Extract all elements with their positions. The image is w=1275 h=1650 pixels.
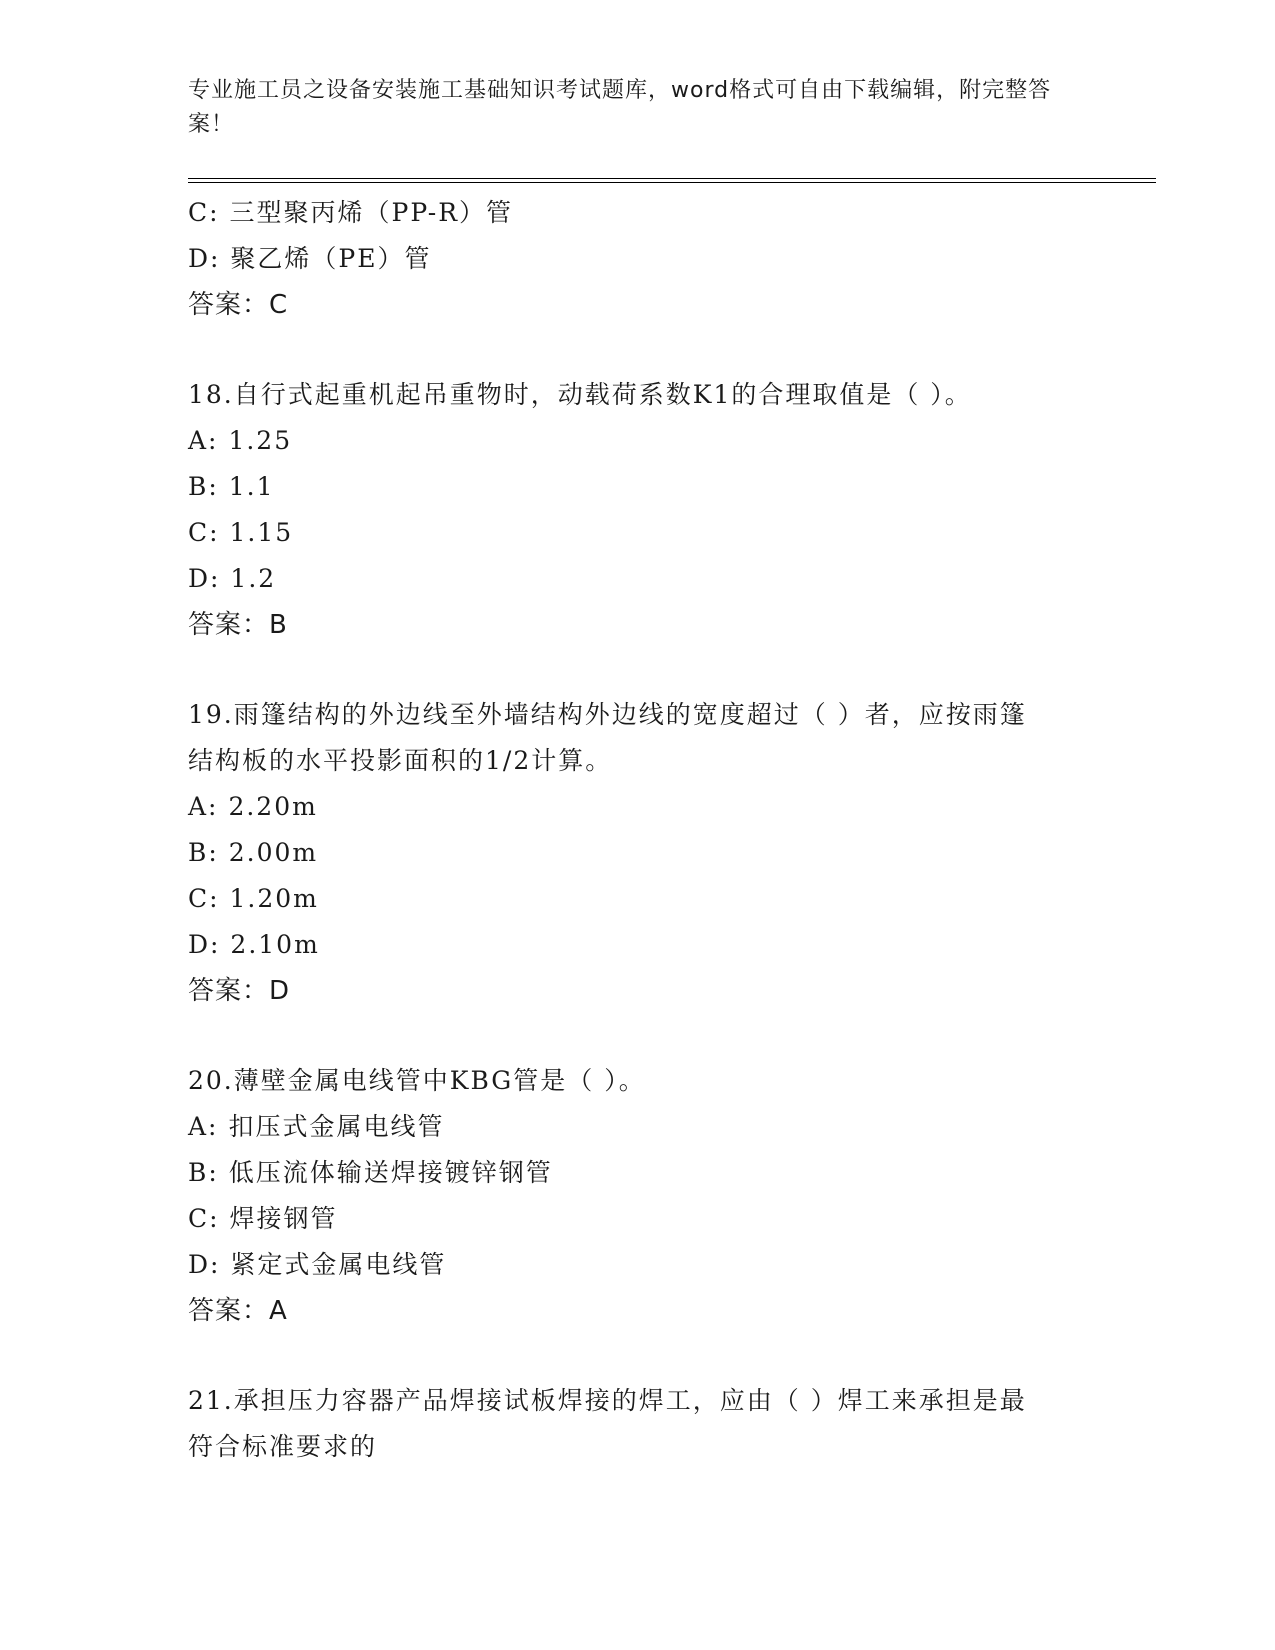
option-c: C: 三型聚丙烯（PP-R）管 (188, 198, 514, 227)
option-b: B: 低压流体输送焊接镀锌钢管 (188, 1158, 553, 1187)
option-a: A: 2.20m (188, 792, 318, 821)
option-c: C: 1.20m (188, 884, 319, 913)
option-d: D: 2.10m (188, 930, 320, 959)
answer-line: 答案：D (188, 976, 291, 1006)
question-20 (188, 1058, 1088, 1334)
answer-line: 答案：C (188, 290, 289, 320)
document-header (188, 74, 1068, 142)
question-list (188, 190, 1088, 1470)
question-19 (188, 692, 1088, 1014)
question-17-tail (188, 190, 1088, 328)
option-d: D: 紧定式金属电线管 (188, 1250, 447, 1279)
option-c: C: 1.15 (188, 518, 294, 547)
question-text: 19.雨篷结构的外边线至外墙结构外边线的宽度超过（ ）者，应按雨篷结构板的水平投影面积的1/2计算。 (188, 700, 1027, 775)
option-a: A: 1.25 (188, 426, 293, 455)
option-c: C: 焊接钢管 (188, 1204, 338, 1233)
question-text: 18.自行式起重机起吊重物时，动载荷系数K1的合理取值是（ ）。 (188, 380, 972, 409)
header-title: 专业施工员之设备安装施工基础知识考试题库，word格式可自由下载编辑，附完整答案！ (188, 78, 1052, 137)
question-18 (188, 372, 1088, 648)
option-d: D: 聚乙烯（PE）管 (188, 244, 432, 273)
answer-line: 答案：B (188, 610, 288, 640)
option-b: B: 1.1 (188, 472, 275, 501)
question-text: 21.承担压力容器产品焊接试板焊接的焊工，应由（ ）焊工来承担是最符合标准要求的 (188, 1386, 1027, 1461)
question-text: 20.薄壁金属电线管中KBG管是（ ）。 (188, 1066, 646, 1095)
header-divider-top (188, 178, 1156, 179)
header-divider-bottom (188, 182, 1156, 183)
option-d: D: 1.2 (188, 564, 277, 593)
option-b: B: 2.00m (188, 838, 319, 867)
question-21 (188, 1378, 1088, 1470)
option-a: A: 扣压式金属电线管 (188, 1112, 445, 1141)
answer-line: 答案：A (188, 1296, 288, 1326)
